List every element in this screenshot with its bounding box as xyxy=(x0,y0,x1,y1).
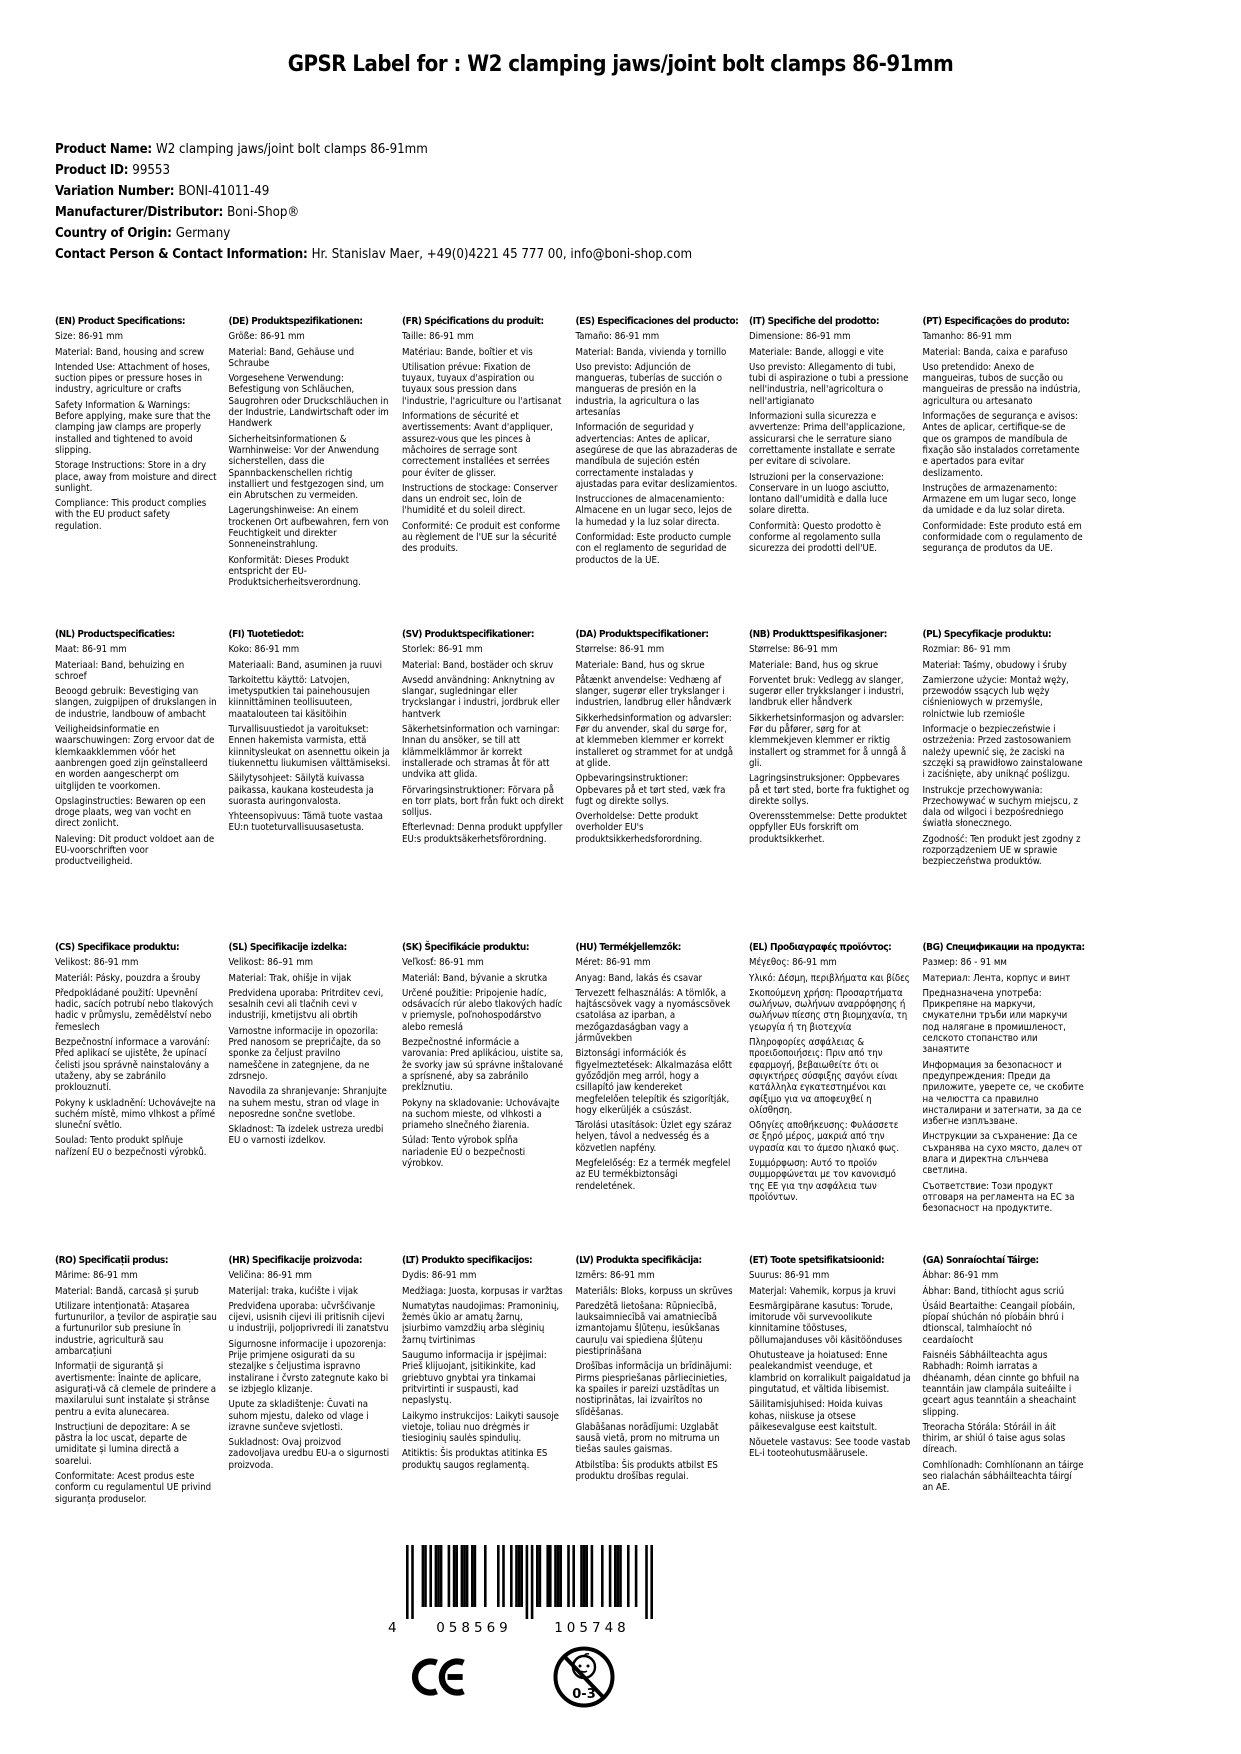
spec-line: Tamanho: 86-91 mm xyxy=(922,331,1012,343)
spec-heading: (DE) Produktspezifikationen: xyxy=(228,316,363,327)
spec-line: Laikymo instrukcijos: Laikyti sausoje vietoje, toliau nuo drėgmės ir tiesioginių saulės spindulių. xyxy=(402,1410,559,1445)
spec-line: Istruzioni per la conservazione: Conservare in un luogo asciutto, lontano dall'umidità e dalla luce solare diretta. xyxy=(749,471,890,517)
spec-block-hr xyxy=(229,1255,391,1568)
spec-line: Material: Banda, caixa e parafuso xyxy=(922,346,1068,358)
spec-line: Izmērs: 86-91 mm xyxy=(575,1270,655,1282)
spec-block-ro xyxy=(55,1255,217,1568)
spec-heading: (EN) Product Specifications: xyxy=(55,316,186,327)
spec-heading: (NB) Produkttspesifikasjoner: xyxy=(749,629,887,640)
spec-line: Съответствие: Този продукт отговаря на регламента на ЕС за безопасност на продуктите. xyxy=(922,1180,1075,1215)
spec-line: Navodila za shranjevanje: Shranjujte na suhem mestu, stran od vlage in neposredne sončne svetlobe. xyxy=(228,1086,387,1120)
spec-heading: (PT) Especificações do produto: xyxy=(922,316,1070,327)
spec-grid xyxy=(55,316,1096,1568)
spec-line: Conformitate: Acest produs este conform cu regulamentul UE privind siguranța produselor. xyxy=(55,1471,212,1505)
spec-line: Material: Band, bostäder och skruv xyxy=(402,659,554,671)
spec-line: Predvidena uporaba: Pritrditev cevi, sesalnih cevi ali tlačnih cevi v industriji, kmetijstvu ali obrtih xyxy=(228,987,384,1022)
spec-line: Yhteensopivuus: Tämä tuote vastaa EU:n tuoteturvallisuusasetusta. xyxy=(228,811,383,834)
spec-line: Forventet bruk: Vedlegg av slanger, sugerør eller trykkslanger i industri, landbruk eller håndverk xyxy=(749,674,904,709)
spec-line: Avsedd användning: Anknytning av slangar, sugledningar eller tryckslangar i industri, jordbruk eller hantverk xyxy=(402,674,560,720)
spec-block-bg xyxy=(923,942,1085,1255)
spec-line: Atbilstība: Šis produkts atbilst ES produktu drošības regulai. xyxy=(575,1459,718,1483)
product-info-row xyxy=(55,202,692,223)
spec-line: Σκοπούμενη χρήση: Προσαρτήματα σωλήνων, σωλήνων αναρρόφησης ή σωλήνων πίεσης στη βιομηχανία, τη γεωργία ή τη βιοτεχνία xyxy=(749,987,908,1033)
ce-mark-icon xyxy=(404,1652,466,1702)
spec-line: Megfelelőség: Ez a termék megfelel az EU termékbiztonsági rendeletének. xyxy=(575,1158,731,1192)
spec-line: Conformità: Questo prodotto è conforme al regolamento sulla sicurezza dei prodotti dell'UE. xyxy=(749,520,882,555)
spec-line: Størrelse: 86-91 mm xyxy=(575,644,665,656)
spec-line: Faisnéis Sábháilteachta agus Rabhadh: Roimh iarratas a dhéanamh, déan cinnte go bhfuil na teanntáin jaw clampála suiteáilte i gceart agus teanntáin a sheachaint slipping. xyxy=(922,1350,1080,1418)
spec-line: Συμμόρφωση: Αυτό το προϊόν συμμορφώνεται με τον κανονισμό της ΕΕ για την ασφάλεια των προϊόντων. xyxy=(749,1158,896,1203)
spec-line: Soulad: Tento produkt splňuje nařízení EU o bezpečnosti výrobků. xyxy=(55,1135,207,1158)
spec-line: Beoogd gebruik: Bevestiging van slangen, zuigpijpen of drukslangen in de industrie, landbouw of ambacht xyxy=(55,686,217,720)
field-label: Product Name: xyxy=(55,142,152,157)
spec-line: Maat: 86-91 mm xyxy=(55,644,127,656)
spec-line: Suurus: 86-91 mm xyxy=(749,1270,830,1282)
spec-line: Koko: 86-91 mm xyxy=(228,644,300,656)
spec-line: Paredzētā lietošana: Rūpniecībā, lauksaimniecībā vai amatniecībā izmantojamu šļūteņu, iesūkšanas cauruļu vai spiediena šļūteņu piestiprināšana xyxy=(575,1300,720,1358)
spec-line: Sigurnosne informacije i upozorenja: Prije primjene osigurati da su stezaljke s čeljustima ispravno instalirane i čvrsto zategnute kako bi se izbjeglo klizanje. xyxy=(228,1338,389,1395)
spec-heading: (ES) Especificaciones del producto: xyxy=(575,316,739,327)
product-info xyxy=(55,139,692,265)
spec-line: Glabāšanas norādījumi: Uzglabāt sausā vietā, prom no mitruma un tiešas saules gaismas. xyxy=(575,1421,720,1456)
spec-line: Veľkosť: 86-91 mm xyxy=(402,957,484,969)
spec-line: Οδηγίες αποθήκευσης: Φυλάσσετε σε ξηρό μέρος, μακριά από την υγρασία και το άμεσο ηλιακό φως. xyxy=(749,1120,900,1154)
spec-block-nl xyxy=(55,629,217,942)
spec-line: Treoracha Stórála: Stóráil in áit thirim, ar shiúl ó taise agus solas díreach. xyxy=(922,1421,1066,1456)
spec-line: Storage Instructions: Store in a dry place, away from moisture and direct sunlight. xyxy=(55,460,217,494)
spec-line: Materijal: traka, kućište i vijak xyxy=(228,1285,359,1297)
age-warning-icon xyxy=(552,1640,616,1712)
spec-line: Size: 86-91 mm xyxy=(55,331,124,343)
spec-line: Predviđena uporaba: učvršćivanje cijevi, usisnih cijevi ili pritisnih cijevi u industriji, poljoprivredi ili zanatstvu xyxy=(228,1300,389,1335)
spec-heading: (ET) Toote spetsifikatsioonid: xyxy=(749,1255,885,1266)
barcode-digits xyxy=(388,1620,688,1638)
spec-heading: (HR) Specifikacije proizvoda: xyxy=(228,1255,362,1266)
spec-line: Información de seguridad y advertencias: Antes de aplicar, asegúrese de que las abrazaderas de mandíbula de sujeción estén correctamente instaladas y ajustadas para evitar deslizamientos. xyxy=(575,422,738,490)
spec-line: Atitiktis: Šis produktas atitinka ES produktų saugos reglamentą. xyxy=(402,1448,548,1471)
spec-block-cs xyxy=(55,942,217,1255)
spec-line: Materjal: Vahemik, korpus ja kruvi xyxy=(749,1285,896,1297)
spec-block-fr xyxy=(402,316,564,629)
spec-line: Materiaal: Band, behuizing en schroef xyxy=(55,659,185,682)
spec-line: Efterlevnad: Denna produkt uppfyller EU:s produktsäkerhetsförordning. xyxy=(402,822,563,845)
spec-block-lt xyxy=(402,1255,564,1568)
spec-block-sk xyxy=(402,942,564,1255)
spec-line: Instrucciones de almacenamiento: Almacene en un lugar seco, lejos de la humedad y la luz solar directa. xyxy=(575,494,732,528)
spec-line: Pokyny na skladovanie: Uchovávajte na suchom mieste, od vlhkosti a priameho slnečného žiarenia. xyxy=(402,1097,560,1132)
spec-block-de xyxy=(229,316,391,629)
spec-block-sl xyxy=(229,942,391,1255)
spec-line: Säilitamisjuhised: Hoida kuivas kohas, niiskuse ja otsese päikesevalguse eest kaitstult. xyxy=(749,1399,883,1433)
spec-line: Ábhar: Band, tithíocht agus scriú xyxy=(922,1285,1065,1297)
spec-line: Material: Trak, ohišje in vijak xyxy=(228,972,352,984)
spec-line: Taille: 86-91 mm xyxy=(402,331,474,343)
barcode xyxy=(388,1545,688,1638)
spec-line: Informații de siguranță și avertismente: Înainte de aplicare, asigurați-vă că clemele de prindere a maxilarului sunt instalate și strânse pentru a evita alunecarea. xyxy=(55,1361,217,1418)
product-info-row xyxy=(55,139,692,160)
field-label: Contact Person & Contact Information: xyxy=(55,247,308,262)
spec-heading: (LT) Produkto specifikacijos: xyxy=(402,1255,533,1266)
spec-block-et xyxy=(749,1255,911,1568)
spec-line: Uso pretendido: Anexo de mangueiras, tubos de sucção ou mangueiras de pressão na indústria, agricultura ou artesanato xyxy=(922,361,1081,407)
spec-block-es xyxy=(576,316,738,629)
product-info-row xyxy=(55,223,692,244)
spec-line: Vorgesehene Verwendung: Befestigung von Schläuchen, Saugrohren oder Druckschläuchen in der Industrie, Landwirtschaft oder im Handwerk xyxy=(228,373,389,430)
spec-block-nb xyxy=(749,629,911,942)
spec-line: Sicherheitsinformationen & Warnhinweise: Vor der Anwendung sicherstellen, dass die Spannbackenschellen richtig installiert und festgezogen sind, um ein Abrutschen zu vermeiden. xyxy=(228,433,384,502)
spec-line: Comhlíonadh: Comhlíonann an táirge seo rialachán sábháilteachta táirgí an AE. xyxy=(922,1459,1084,1494)
spec-heading: (LV) Produkta specifikācija: xyxy=(575,1255,702,1266)
spec-line: Overensstemmelse: Dette produktet oppfyller EUs forskrift om produktsikkerhet. xyxy=(749,811,907,845)
spec-line: Velikost: 86–91 mm xyxy=(228,957,314,969)
spec-line: Lagerungshinweise: An einem trockenen Ort aufbewahren, fern von Feuchtigkeit und direkter Sonneneinstrahlung. xyxy=(228,505,389,551)
spec-line: Veiligheidsinformatie en waarschuwingen: Zorg ervoor dat de klemkaakklemmen vóór het aanbrengen goed zijn geïnstalleerd en worden aangescherpt om uitglijden te voorkomen. xyxy=(55,724,215,792)
spec-line: Eesmärgipärane kasutus: Torude, imitorude või survevoolikute kinnitamine tööstuses, põllumajanduses või käsitöönduses xyxy=(749,1300,903,1346)
spec-line: Tamaño: 86-91 mm xyxy=(575,331,660,343)
field-value: Boni-Shop® xyxy=(227,205,300,220)
field-value: Germany xyxy=(175,226,231,241)
spec-line: Размер: 86 - 91 мм xyxy=(922,957,1007,969)
spec-line: Materiál: Band, bývanie a skrutka xyxy=(402,972,548,984)
spec-line: Varnostne informacije in opozorila: Pred nanosom se prepričajte, da so sponke za čeljust pravilno nameščene in zategnjene, da ne zdrsnejo. xyxy=(228,1025,381,1082)
spec-line: Anyag: Band, lakás és csavar xyxy=(575,972,703,984)
spec-line: Förvaringsinstruktioner: Förvara på en torr plats, bort från fukt och direkt solljus. xyxy=(402,784,564,819)
spec-line: Materiale: Band, hus og skrue xyxy=(749,659,879,671)
spec-line: Intended Use: Attachment of hoses, suction pipes or pressure hoses in industry, agriculture or crafts xyxy=(55,361,211,396)
field-value: W2 clamping jaws/joint bolt clamps 86-91mm xyxy=(155,142,428,157)
barcode-digit-right-group: 105748 xyxy=(554,1620,630,1636)
spec-line: Pokyny k uskladnění: Uchovávejte na suchém místě, mimo vlhkost a přímé sluneční světlo. xyxy=(55,1097,216,1132)
spec-line: Материал: Лента, корпус и винт xyxy=(922,972,1071,984)
spec-heading: (FI) Tuotetiedot: xyxy=(228,629,304,640)
spec-line: Ohutusteave ja hoiatused: Enne pealekandmist veenduge, et klambrid on korralikult paigaldatud ja pingutatud, et vältida libisemist. xyxy=(749,1350,911,1395)
spec-line: Предназначена употреба: Прикрепяне на маркучи, смукателни тръби или маркучи под налягане в промишленост, селското стопанство или занаятите xyxy=(922,987,1068,1056)
spec-line: Safety Information & Warnings: Before applying, make sure that the clamping jaw clamps are properly installed and tightened to avoid slipping. xyxy=(55,399,211,456)
spec-line: Conformité: Ce produit est conforme au règlement de l'UE sur la sécurité des produits. xyxy=(402,520,561,555)
product-info-row xyxy=(55,244,692,265)
spec-line: Rozmiar: 86- 91 mm xyxy=(922,644,1011,656)
spec-heading: (FR) Spécifications du produit: xyxy=(402,316,544,327)
barcode-bars-icon xyxy=(406,1545,654,1619)
spec-line: Instruções de armazenamento: Armazene em um lugar seco, longe da umidade e da luz solar direta. xyxy=(922,482,1077,517)
spec-line: Storlek: 86-91 mm xyxy=(402,644,483,656)
spec-line: Tárolási utasítások: Üzlet egy száraz helyen, távol a nedvesség és a közvetlen napfény. xyxy=(575,1120,732,1154)
spec-line: Größe: 86-91 mm xyxy=(228,331,305,343)
spec-line: Materiaali: Band, asuminen ja ruuvi xyxy=(228,659,383,671)
spec-line: Informazioni sulla sicurezza e avvertenze: Prima dell'applicazione, assicurarsi che le serrature siano correttamente installate e serrate per evitare di scivolare. xyxy=(749,411,906,468)
spec-line: Utilizare intenționată: Atașarea furtunurilor, a țevilor de aspirație sau a furtunurilor sub presiune în industrie, agricultură sau ambarcațiuni xyxy=(55,1300,217,1358)
spec-heading: (NL) Productspecificaties: xyxy=(55,629,175,640)
spec-line: Materiale: Band, hus og skrue xyxy=(575,659,705,671)
spec-heading: (PL) Specyfikacje produktu: xyxy=(922,629,1052,640)
spec-line: Saugumo informacija ir įspėjimai: Prieš klijuojant, įsitikinkite, kad griebtuvo gnybtai yra tinkamai pritvirtinti ir suspausti, kad nepaslystų. xyxy=(402,1350,547,1407)
product-info-row xyxy=(55,160,692,181)
spec-block-ga xyxy=(923,1255,1085,1568)
spec-line: Conformidade: Este produto está em conformidade com o regulamento de segurança de produtos da UE. xyxy=(922,520,1083,555)
spec-line: Uso previsto: Allegamento di tubi, tubi di aspirazione o tubi a pressione nell'industria, nell'agricoltura o nell'artigianato xyxy=(749,361,909,407)
spec-line: Numatytas naudojimas: Pramoninių, žemės ūkio ar amatų žarnų, įsiurbimo vamzdžių arba slėginių žarnų tvirtinimas xyxy=(402,1300,560,1346)
spec-line: Informations de sécurité et avertissements: Avant d'appliquer, assurez-vous que les pinces à mâchoires de serrage sont correctement installées et serrées pour éviter de glisser. xyxy=(402,411,553,479)
spec-line: Material: Banda, vivienda y tornillo xyxy=(575,346,727,358)
field-label: Product ID: xyxy=(55,163,129,178)
spec-line: Konformität: Dieses Produkt entspricht der EU-Produktsicherheitsverordnung. xyxy=(228,554,361,589)
spec-line: Compliance: This product complies with the EU product safety regulation. xyxy=(55,498,207,532)
spec-line: Materiale: Bande, alloggi e vite xyxy=(749,346,884,358)
spec-line: Ábhar: 86-91 mm xyxy=(922,1270,999,1282)
spec-line: Opslaginstructies: Bewaren op een droge plaats, weg van vocht en direct zonlicht. xyxy=(55,795,206,830)
spec-block-da xyxy=(576,629,738,942)
spec-heading: (SL) Specifikacije izdelka: xyxy=(228,942,347,953)
spec-line: Material: Bandă, carcasă și șurub xyxy=(55,1285,199,1297)
spec-line: Tervezett felhasználás: A tömlők, a hajtáscsövek vagy a nyomáscsövek csatolása az iparban, a mezőgazdaságban vagy a járművekben xyxy=(575,987,731,1045)
field-value: 99553 xyxy=(132,163,171,178)
spec-heading: (CS) Specifikace produktu: xyxy=(55,942,180,953)
spec-line: Tarkoitettu käyttö: Latvojen, imetysputkien tai painehousujen kiinnittäminen teollisuuteen, maatalouteen tai käsitöihin xyxy=(228,674,370,720)
spec-heading: (SV) Produktspecifikationer: xyxy=(402,629,535,640)
spec-line: Påtænkt anvendelse: Vedhæng af slanger, sugerør eller trykslanger i industrien, landbrug eller håndværk xyxy=(575,674,732,709)
spec-heading: (SK) Špecifikácie produktu: xyxy=(402,942,529,953)
spec-line: Uso previsto: Adjunción de mangueras, tuberías de succión o mangueras de presión en la industria, la agricultura o las artesanías xyxy=(575,361,723,419)
spec-heading: (EL) Προδιαγραφές προϊόντος: xyxy=(749,942,892,953)
spec-heading: (IT) Specifiche del prodotto: xyxy=(749,316,880,327)
spec-line: Informacje o bezpieczeństwie i ostrzeżenia: Przed zastosowaniem należy upewnić się, że zaciski na szczęki są prawidłowo zainstalowane i zaciśnięte, aby uniknąć poślizgu. xyxy=(922,724,1083,781)
barcode-digit-left-group: 058569 xyxy=(436,1620,512,1636)
spec-line: Bezpečnostné informácie a varovania: Pred aplikáciou, uistite sa, že svorky jaw sú správne inštalované a sprísnené, aby sa zabránilo prekĺznutiu. xyxy=(402,1037,564,1094)
spec-line: Instrukcje przechowywania: Przechowywać w suchym miejscu, z dala od wilgoci i bezpośredniego światła słonecznego. xyxy=(922,784,1078,830)
spec-heading: (BG) Спецификации на продукта: xyxy=(922,942,1085,953)
spec-line: Skladnost: Ta izdelek ustreza uredbi EU o varnosti izdelkov. xyxy=(228,1124,384,1147)
spec-line: Biztonsági információk és figyelmeztetések: Alkalmazása előtt győződjön meg arról, hogy a csillapító jaw kendereket megfelelően telepítik és szigorítják, hogy elkerüljék a csúszást. xyxy=(575,1048,732,1116)
spec-line: Sukladnost: Ovaj proizvod zadovoljava uredbu EU-a o sigurnosti proizvoda. xyxy=(228,1437,390,1471)
spec-line: Sikkerhedsinformation og advarsler: Før du anvender, skal du sørge for, at klemmeben klemmer er korrekt installeret og strammet for at undgå at glide. xyxy=(575,712,734,769)
spec-line: Materiał: Taśmy, obudowy i śruby xyxy=(922,659,1067,671)
spec-line: Информация за безопасност и предупреждения: Преди да приложите, уверете се, че скобите на челюстта са правилно инсталирани и затегнати, за да се избегне изплъзване. xyxy=(922,1059,1084,1128)
spec-line: Materiál: Pásky, pouzdra a šrouby xyxy=(55,972,201,984)
spec-line: Drošības informācija un brīdinājumi: Pirms piespriešanas pārliecinieties, ka spailes ir pareizi uzstādītas un nostiprinātas, lai izvairītos no slīdēšanas. xyxy=(575,1361,732,1418)
spec-line: Material: Band, housing and screw xyxy=(55,346,205,358)
spec-line: Overholdelse: Dette produkt overholder EU's produktsikkerhedsforordning. xyxy=(575,811,703,845)
spec-line: Πληροφορίες ασφάλειας & προειδοποιήσεις: Πριν από την εφαρμογή, βεβαιωθείτε ότι οι σφιγκτήρες σύσφιξης σαγόνι είναι κατάλληλα εγκατεστημένοι και σφίξιμο για να αποφευχθεί η ολίσθηση. xyxy=(749,1037,898,1116)
field-value: Hr. Stanislav Maer, +49(0)4221 45 777 00, info@boni-shop.com xyxy=(311,247,693,262)
spec-line: Conformidad: Este producto cumple con el reglamento de seguridad de productos de la UE. xyxy=(575,532,732,566)
spec-line: Dydis: 86-91 mm xyxy=(402,1270,477,1282)
spec-line: Předpokládané použití: Upevnění hadic, sacích potrubí nebo tlakových hadic v průmyslu, zemědělství nebo řemeslech xyxy=(55,987,214,1033)
spec-heading: (RO) Specificații produs: xyxy=(55,1255,168,1266)
spec-block-sv xyxy=(402,629,564,942)
barcode-digit-lead: 4 xyxy=(388,1620,397,1636)
spec-line: Upute za skladištenje: Čuvati na suhom mjestu, daleko od vlage i izravne sunčeve svjetlosti. xyxy=(228,1399,369,1433)
spec-heading: (GA) Sonraíochtaí Táirge: xyxy=(922,1255,1039,1266)
spec-line: Úsáid Beartaithe: Ceangail píobáin, píopaí shúchán nó píobáin bhrú i dtionscal, talmhaíocht nó ceardaíocht xyxy=(922,1300,1076,1346)
spec-heading: (DA) Produktspecifikationer: xyxy=(575,629,709,640)
spec-line: Turvallisuustiedot ja varoitukset: Ennen hakemista varmista, että kiinnitysleukat on asennettu oikein ja tiukennettu liukumisen välttämiseksi. xyxy=(228,724,391,769)
spec-line: Instructions de stockage: Conserver dans un endroit sec, loin de l'humidité et du soleil direct. xyxy=(402,482,558,517)
spec-line: Informações de segurança e avisos: Antes de aplicar, certifique-se de que os grampos de mandíbula de fixação são instalados corretamente e apertados para evitar deslizamento. xyxy=(922,411,1080,479)
spec-block-el xyxy=(749,942,911,1255)
field-value: BONI-41011-49 xyxy=(178,184,270,199)
spec-line: Инструкции за съхранение: Да се съхранява на сухо място, далеч от влага и директна слънчева светлина. xyxy=(922,1131,1083,1177)
spec-line: Určené použitie: Pripojenie hadíc, odsávacích rúr alebo tlakových hadíc v priemysle, poľnohospodárstvo alebo remeslá xyxy=(402,987,563,1033)
spec-block-lv xyxy=(576,1255,738,1568)
spec-line: Säilytysohjeet: Säilytä kuivassa paikassa, kaukana kosteudesta ja suorasta auringonvalosta. xyxy=(228,773,374,807)
spec-line: Instrucțiuni de depozitare: A se păstra la loc uscat, departe de umiditate și lumina directă a soarelui. xyxy=(55,1421,190,1467)
spec-line: Lagringsinstruksjoner: Oppbevares på et tørt sted, borte fra fuktighet og direkte sollys. xyxy=(749,773,910,807)
spec-block-pt xyxy=(923,316,1085,629)
spec-line: Nõuetele vastavus: See toode vastab EL-i tooteohutusmäärusele. xyxy=(749,1437,911,1460)
spec-line: Υλικό: Δέσμη, περιβλήματα και βίδες xyxy=(749,972,910,984)
spec-block-pl xyxy=(923,629,1085,942)
spec-line: Materiāls: Bloks, korpuss un skrūves xyxy=(575,1285,733,1297)
spec-line: Material: Band, Gehäuse und Schraube xyxy=(228,346,355,369)
spec-line: Sikkerhetsinformasjon og advarsler: Før du påfører, sørg for at klemmekjeven klemmer er riktig installert og strammet for å unngå å gli. xyxy=(749,712,907,769)
spec-block-en xyxy=(55,316,217,629)
spec-line: Medžiaga: Juosta, korpusas ir varžtas xyxy=(402,1285,563,1297)
spec-heading: (HU) Termékjellemzők: xyxy=(575,942,681,953)
spec-line: Súlad: Tento výrobok spĺňa nariadenie EÚ o bezpečnosti výrobkov. xyxy=(402,1135,526,1170)
spec-line: Μέγεθος: 86-91 mm xyxy=(749,957,837,969)
spec-line: Dimensione: 86-91 mm xyxy=(749,331,851,343)
spec-line: Opbevaringsinstruktioner: Opbevares på et tørt sted, væk fra fugt og direkte sollys. xyxy=(575,773,726,807)
spec-line: Zamierzone użycie: Montaż węży, przewodów ssących lub węży ciśnieniowych w przemyśle, rolnictwie lub rzemiośle xyxy=(922,674,1069,720)
age-warning-label: 0-3 xyxy=(572,1687,596,1702)
field-label: Country of Origin: xyxy=(55,226,172,241)
spec-block-it xyxy=(749,316,911,629)
spec-block-fi xyxy=(229,629,391,942)
page-title: GPSR Label for : W2 clamping jaws/joint bolt clamps 86-91mm xyxy=(287,52,954,77)
spec-line: Størrelse: 86-91 mm xyxy=(749,644,838,656)
spec-line: Zgodność: Ten produkt jest zgodny z rozporządzeniem UE w sprawie bezpieczeństwa produktów. xyxy=(922,833,1081,868)
spec-line: Mărime: 86-91 mm xyxy=(55,1270,138,1282)
product-info-row xyxy=(55,181,692,202)
spec-block-hu xyxy=(576,942,738,1255)
spec-line: Naleving: Dit product voldoet aan de EU-voorschriften voor productveiligheid. xyxy=(55,833,215,868)
spec-line: Bezpečnostní informace a varování: Před aplikací se ujistěte, že upínací čelisti jsou správně nainstalovány a utaženy, aby se zabránilo proklouznutí. xyxy=(55,1037,210,1094)
spec-line: Méret: 86-91 mm xyxy=(575,957,651,969)
spec-line: Säkerhetsinformation och varningar: Innan du ansöker, se till att klämmelklämmor är korrekt installerade och stramas åt för att undvika att glida. xyxy=(402,724,560,781)
field-label: Manufacturer/Distributor: xyxy=(55,205,224,220)
field-label: Variation Number: xyxy=(55,184,175,199)
spec-line: Matériau: Bande, boîtier et vis xyxy=(402,346,533,358)
spec-line: Veličina: 86-91 mm xyxy=(228,1270,312,1282)
spec-line: Utilisation prévue: Fixation de tuyaux, tuyaux d'aspiration ou tuyaux sous pression dans l'industrie, l'agriculture ou l'artisanat xyxy=(402,361,562,407)
spec-line: Velikost: 86-91 mm xyxy=(55,957,139,969)
